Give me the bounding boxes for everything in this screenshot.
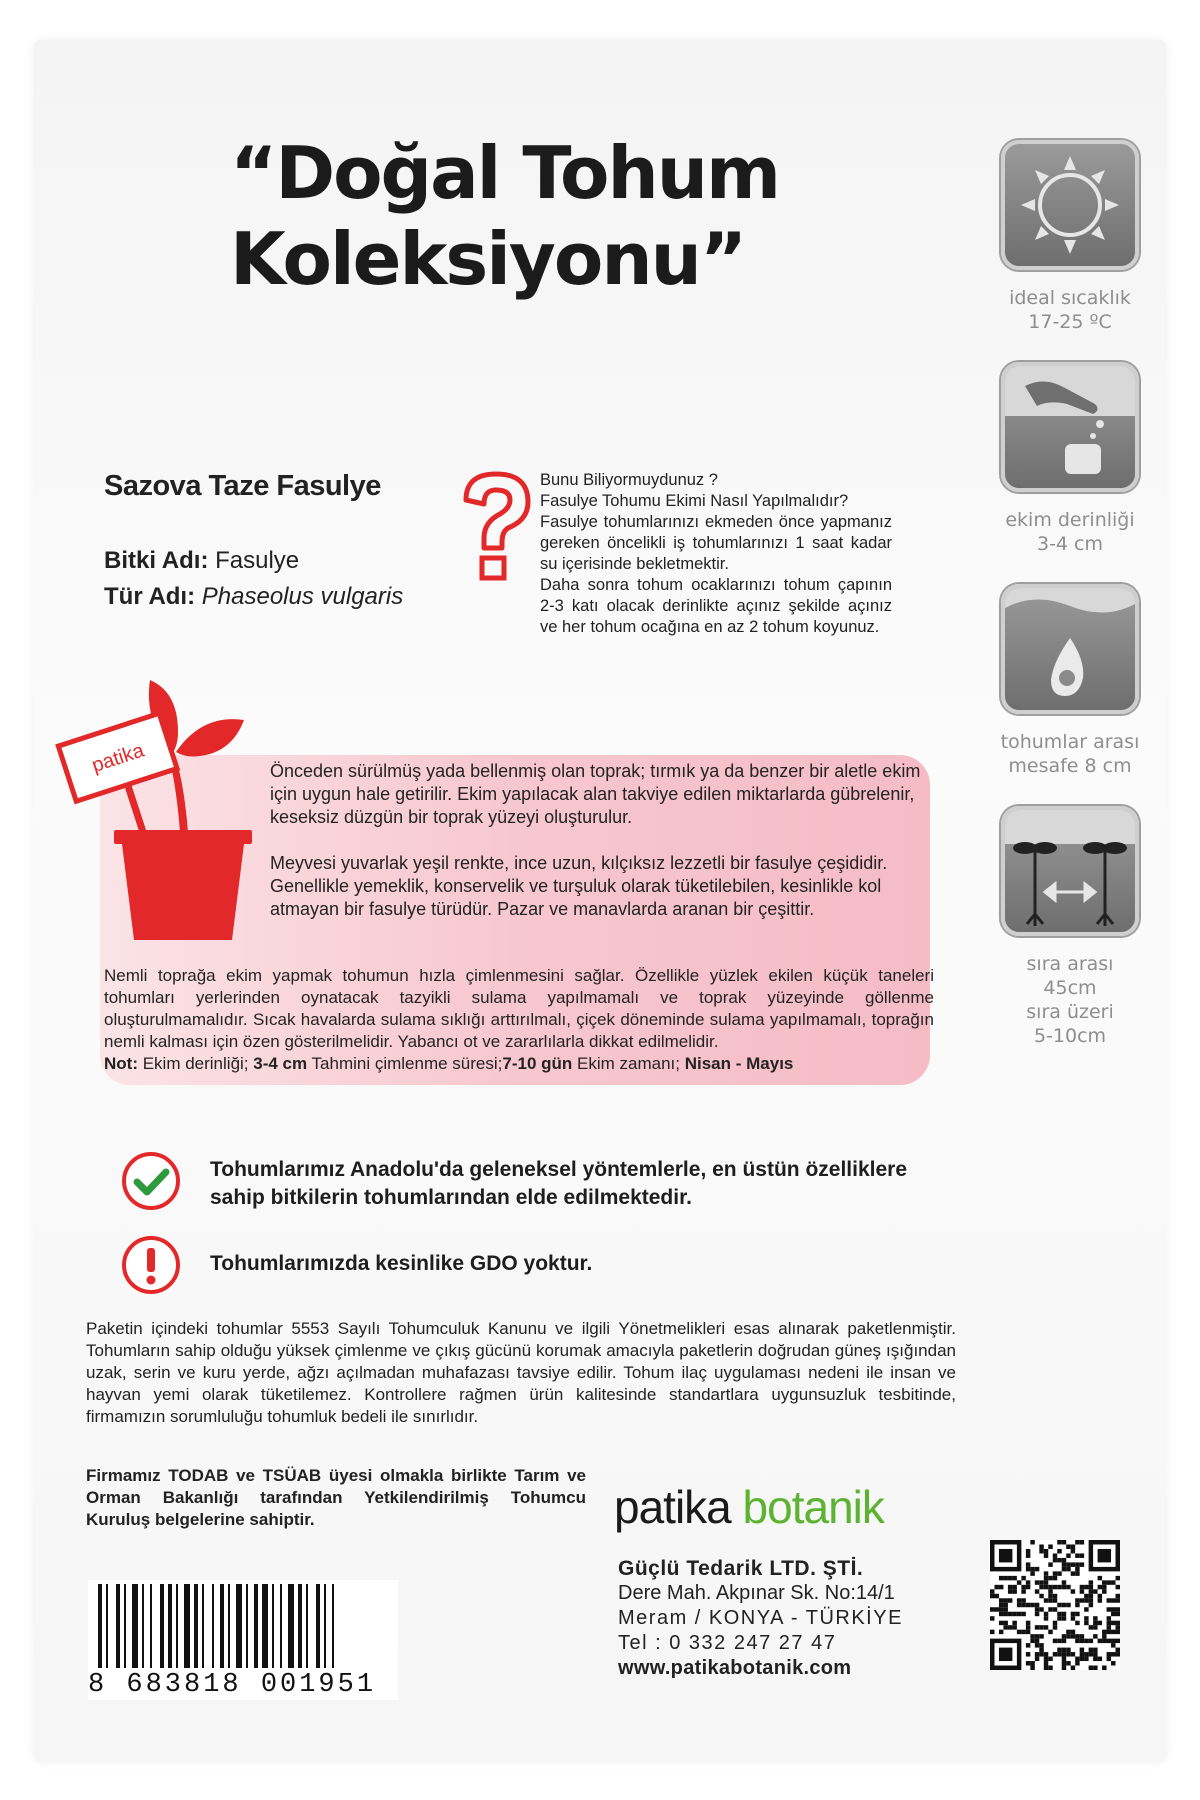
claim-text-2: Tohumlarımızda kesinlike GDO yoktur. <box>210 1252 593 1275</box>
traditional-seeds-claim <box>120 1150 907 1220</box>
note-germination-value: 7-10 gün <box>502 1054 573 1073</box>
note-sowing-time-value: Nisan - Mayıs <box>684 1054 794 1073</box>
page-title <box>230 130 850 302</box>
note-depth-value: 3-4 cm <box>253 1054 308 1073</box>
did-you-know-text <box>540 470 892 638</box>
claim-text-1: Tohumlarımız Anadolu'da geleneksel yöntemlerle, en üstün özelliklere sahip bitkilerin tohumlarından elde edilmektedir. <box>210 1158 907 1209</box>
title-line-2: Koleksiyonu” <box>230 217 746 301</box>
depth-label: ekim derinliği <box>1005 509 1135 531</box>
seed-spacing-icon <box>1001 584 1139 714</box>
plant-name-value: Fasulye <box>215 547 300 574</box>
gmo-free-claim <box>120 1234 900 1300</box>
company-address-2: Meram / KONYA - TÜRKİYE <box>618 1607 903 1629</box>
check-circle-icon <box>120 1150 182 1212</box>
row-spacing-value: 45cm <box>1043 977 1097 999</box>
sowing-note <box>104 1053 934 1075</box>
certification-text: Firmamız TODAB ve TSÜAB üyesi olmakla birlikte Tarım ve Orman Bakanlığı tarafından Yetkilendirilmiş Tohumcu Kuruluş belgelerine sahiptir. <box>86 1466 586 1529</box>
plant-pot-illustration <box>52 672 252 942</box>
spacing-value: mesafe 8 cm <box>1008 755 1132 777</box>
depth-value: 3-4 cm <box>1036 533 1104 555</box>
question-mark-icon <box>456 470 536 586</box>
product-name: Sazova Taze Fasulye <box>104 470 381 502</box>
instruction-paragraph-2: Meyvesi yuvarlak yeşil renkte, ince uzun, kılçıksız lezzetli bir fasulye çeşididir. Genellikle yemeklik, konservelik ve turşuluk olarak tüketilebilen, kesinlikle kol atmayan bir fasulye türüdür. Pazar ve manavlarda aranan bir çeşittir. <box>270 853 888 919</box>
product-info <box>104 470 464 611</box>
instructions-bottom-text <box>104 965 934 1075</box>
pot-label: patika <box>89 739 147 777</box>
plant-name-label: Bitki Adı: <box>104 547 209 574</box>
company-website[interactable]: www.patikabotanik.com <box>618 1657 852 1679</box>
temperature-info <box>980 140 1160 334</box>
planting-depth-icon <box>1001 362 1139 492</box>
spacing-label: tohumlar arası <box>1000 731 1140 753</box>
exclamation-circle-icon <box>120 1234 182 1296</box>
note-germination-label: Tahmini çimlenme süresi; <box>307 1054 503 1073</box>
instruction-paragraph-3: Nemli toprağa ekim yapmak tohumun hızla çimlenmesini sağlar. Özellikle yüzlek ekilen küçük taneleri tohumları yerlerinden oynatacak tazyikli sulama yapılmamalı ve toprak yüzeyinde göllenme oluşturulmamalıdır. Sıcak havalarda sulama sıklığı arttırılmalı, çiçek döneminde sulama yapılmamalı, toprağın nemli kalması için özen gösterilmelidir. Yabancı ot ve zararlılarla dikkat edilmelidir. <box>104 966 934 1051</box>
species-row <box>104 583 464 611</box>
instructions-top-text <box>270 760 930 944</box>
barcode <box>88 1580 398 1700</box>
depth-info <box>980 362 1160 556</box>
row-spacing-icon <box>1001 806 1139 936</box>
info-paragraph-1: Fasulye tohumlarınızı ekmeden önce yapmanız gereken öncelikli iş tohumlarınızı 1 saat kadar su içerisinde bekletmektir. <box>540 513 892 573</box>
note-depth-label: Ekim derinliği; <box>137 1054 254 1073</box>
instruction-paragraph-1: Önceden sürülmüş yada bellenmiş olan toprak; tırmık ya da benzer bir aletle ekim için uygun hale getirilir. Ekim yapılacak alan takviye edilen miktarlarda gübrelenir, keseksiz düzgün bir toprak yüzeyi oluşturulur. <box>270 761 921 827</box>
company-name: Güçlü Tedarik LTD. ŞTİ. <box>618 1557 864 1580</box>
brand-logo <box>614 1480 884 1534</box>
in-row-spacing-label: sıra üzeri <box>1026 1001 1114 1023</box>
info-question: Fasulye Tohumu Ekimi Nasıl Yapılmalıdır? <box>540 492 849 510</box>
temperature-value: 17-25 ºC <box>1028 311 1112 333</box>
sun-icon <box>1001 140 1139 270</box>
plant-name-row <box>104 547 464 575</box>
temperature-label: ideal sıcaklık <box>1009 287 1131 309</box>
brand-name-b: b <box>742 1481 768 1533</box>
brand-name-o: o <box>767 1481 792 1533</box>
row-spacing-label: sıra arası <box>1026 953 1114 975</box>
note-sowing-time-label: Ekim zamanı; <box>572 1054 685 1073</box>
row-spacing-info <box>980 806 1160 1048</box>
spacing-info <box>980 584 1160 778</box>
brand-name-part1: patika <box>614 1481 743 1533</box>
note-label: Not: <box>104 1054 138 1073</box>
company-address-1: Dere Mah. Akpınar Sk. No:14/1 <box>618 1582 895 1604</box>
brand-name-rest: tanik <box>791 1481 884 1533</box>
company-info <box>618 1556 918 1681</box>
barcode-bars <box>88 1580 398 1672</box>
legal-text: Paketin içindeki tohumlar 5553 Sayılı Tohumculuk Kanunu ve ilgili Yönetmelikleri esas alınarak paketlenmiştir. Tohumların sahip olduğu yüksek çimlenme ve çıkış gücünü korumak amacıyla paketlerin doğrudan güneş ışığından uzak, serin ve kuru yerde, ağzı açılmadan muhafazası tavsiye edilir. Tohum ilaç uygulaması nedeni ile insan ve hayvan yemi olarak tüketilemez. Kontrollere rağmen ürün kalitesinde standartlara uygunsuzluk tesbitinde, firmamızın sorumluluğu tohumluk bedeli ile sınırlıdır. <box>86 1319 956 1426</box>
title-line-1: “Doğal Tohum <box>230 131 779 215</box>
in-row-spacing-value: 5-10cm <box>1033 1025 1107 1047</box>
qr-code[interactable] <box>990 1540 1120 1670</box>
barcode-number: 8 683818 001951 <box>88 1670 398 1700</box>
info-heading: Bunu Biliyormuydunuz ? <box>540 471 718 489</box>
info-paragraph-2: Daha sonra tohum ocaklarınızı tohum çapının 2-3 katı olacak derinlikte açınız şekilde açınız ve her tohum ocağına en az 2 tohum koyunuz. <box>540 576 892 636</box>
company-phone: Tel : 0 332 247 27 47 <box>618 1632 837 1654</box>
species-value: Phaseolus vulgaris <box>201 583 404 610</box>
species-label: Tür Adı: <box>104 583 196 610</box>
